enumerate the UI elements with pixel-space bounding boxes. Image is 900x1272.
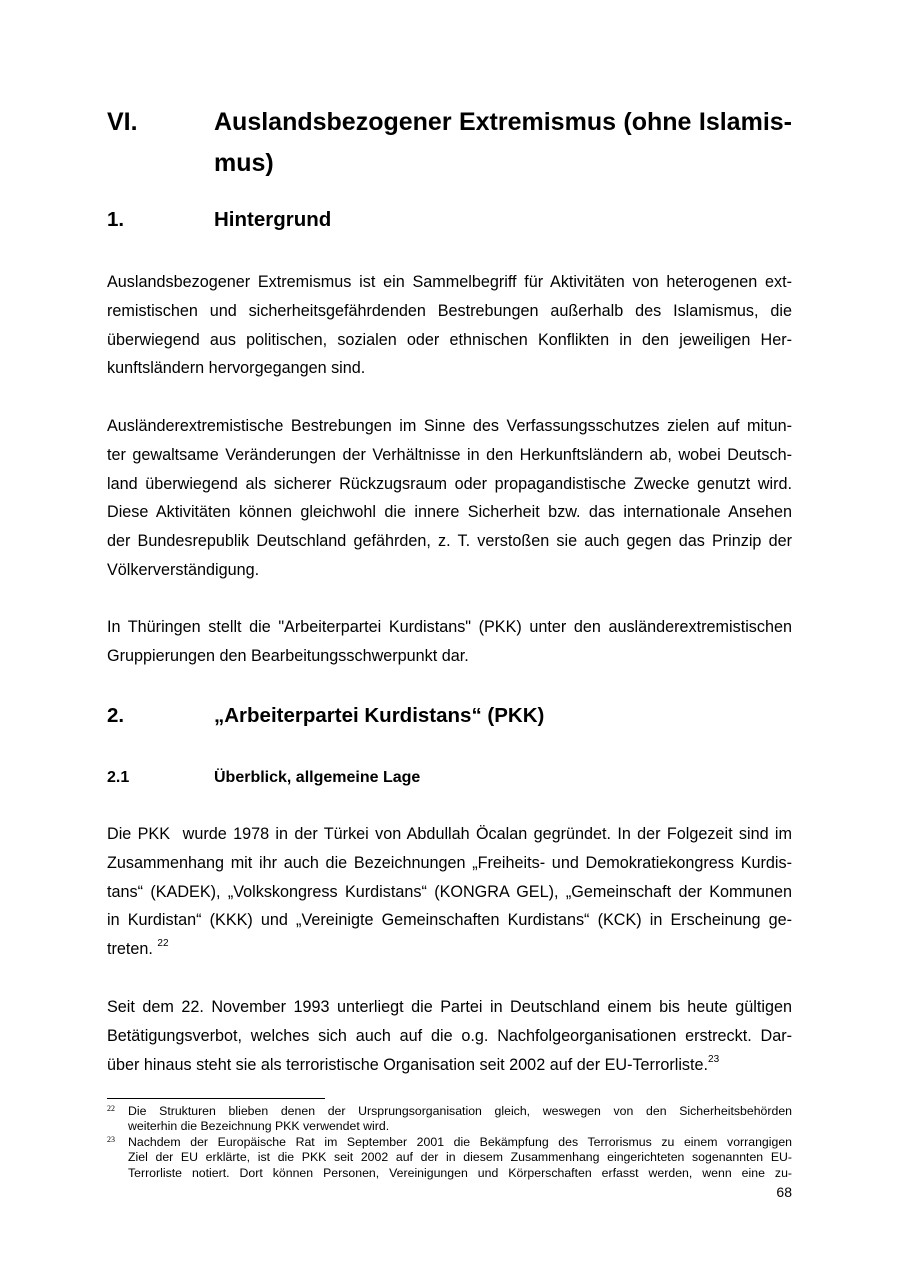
chapter-title <box>214 102 792 184</box>
footnote-line: Ziel der EU erklärte, ist die PKK seit 2002 auf der in diesem Zusammenhang eingerichteten sogenannten EU- <box>128 1150 792 1165</box>
chapter-heading <box>107 102 792 186</box>
footnote-text <box>128 1104 792 1135</box>
footnote-line: weiterhin die Bezeichnung PKK verwendet wird. <box>128 1119 390 1134</box>
text-line <box>107 935 792 964</box>
chapter-title-line: mus) <box>214 149 274 177</box>
text-line: Diese Aktivitäten können gleichwohl die innere Sicherheit bzw. das internationale Ansehen <box>107 503 792 522</box>
chapter-title-line: Auslandsbezogener Extremismus (ohne Islamis- <box>214 108 792 136</box>
text-line: kunftsländern hervorgegangen sind. <box>107 359 366 378</box>
footnote-reference[interactable]: 23 <box>708 1053 720 1065</box>
text-line: Gruppierungen den Bearbeitungsschwerpunkt dar. <box>107 646 469 665</box>
text-line: Seit dem 22. November 1993 unterliegt die Partei in Deutschland einem bis heute gültigen <box>107 998 792 1016</box>
footnote-reference[interactable]: 22 <box>157 938 169 950</box>
text-line: der Bundesrepublik Deutschland gefährden, z. T. verstoßen sie auch gegen das Prinzip der <box>107 532 792 551</box>
text-line: Völkerverständigung. <box>107 560 260 579</box>
text-line: Zusammenhang mit ihr auch die Bezeichnungen „Freiheits- und Demokratiekongress Kurdis- <box>107 853 792 872</box>
text-line: Auslandsbezogener Extremismus ist ein Sammelbegriff für Aktivitäten von heterogenen ext- <box>107 273 792 291</box>
footnote-line: Nachdem der Europäische Rat im September 2001 die Bekämpfung des Terrorismus zu einem vorrangigen <box>128 1135 792 1149</box>
section-title: „Arbeiterpartei Kurdistans“ (PKK) <box>214 704 545 727</box>
text-line: ter gewaltsame Veränderungen der Verhältnisse in den Herkunftsländern ab, wobei Deutsch- <box>107 445 792 464</box>
footnote <box>107 1135 792 1181</box>
section-number: 1. <box>107 208 125 231</box>
section-title: Hintergrund <box>214 208 332 231</box>
footnote-line: Terrorliste notiert. Dort können Personen, Vereinigungen und Körperschaften erfasst werden, wenn eine zu- <box>128 1165 792 1180</box>
text-line: Die PKK wurde 1978 in der Türkei von Abdullah Öcalan gegründet. In der Folgezeit sind im <box>107 825 792 843</box>
paragraph <box>107 613 792 671</box>
section-heading-hintergrund <box>107 206 792 234</box>
footnote-text <box>128 1135 792 1181</box>
footnote-line: Die Strukturen blieben denen der Ursprungsorganisation gleich, weswegen von den Sicherheitsbehörden <box>128 1104 792 1118</box>
footnote-separator <box>107 1098 325 1099</box>
chapter-number: VI. <box>107 108 138 136</box>
paragraph <box>107 820 792 964</box>
text-line: Betätigungsverbot, welches sich auch auf die o.g. Nachfolgeorganisationen erstreckt. Dar- <box>107 1026 792 1045</box>
section-heading-pkk <box>107 702 792 730</box>
section-number: 2. <box>107 704 125 727</box>
text-line: remistischen und sicherheitsgefährdenden Bestrebungen außerhalb des Islamismus, die <box>107 301 792 320</box>
footnote-number: 22 <box>107 1104 115 1113</box>
page-number: 68 <box>776 1184 792 1200</box>
footnote-number: 23 <box>107 1135 115 1144</box>
text-line: überwiegend aus politischen, sozialen oder ethnischen Konflikten in den jeweiligen Her- <box>107 330 792 349</box>
paragraph <box>107 412 792 585</box>
paragraph <box>107 268 792 383</box>
text-line: tans“ (KADEK), „Volkskongress Kurdistans“ (KONGRA GEL), „Gemeinschaft der Kommunen <box>107 882 792 901</box>
text-line: In Thüringen stellt die "Arbeiterpartei Kurdistans" (PKK) unter den ausländerextremistischen <box>107 618 792 636</box>
subsection-heading <box>107 767 792 789</box>
text-line: land überwiegend als sicherer Rückzugsraum oder propagandistische Zwecke genutzt wird. <box>107 474 792 493</box>
paragraph <box>107 993 792 1079</box>
text-line: in Kurdistan“ (KKK) und „Vereinigte Gemeinschaften Kurdistans“ (KCK) in Erscheinung ge- <box>107 911 792 930</box>
text-fragment: über hinaus steht sie als terroristische Organisation seit 2002 auf der EU-Terrorliste. <box>107 1055 709 1074</box>
footnote <box>107 1104 792 1135</box>
subsection-title: Überblick, allgemeine Lage <box>214 769 421 786</box>
text-line: Ausländerextremistische Bestrebungen im Sinne des Verfassungsschutzes zielen auf mitun- <box>107 417 792 435</box>
text-fragment: treten. <box>107 940 153 959</box>
subsection-number: 2.1 <box>107 769 130 786</box>
text-line <box>107 1051 792 1080</box>
